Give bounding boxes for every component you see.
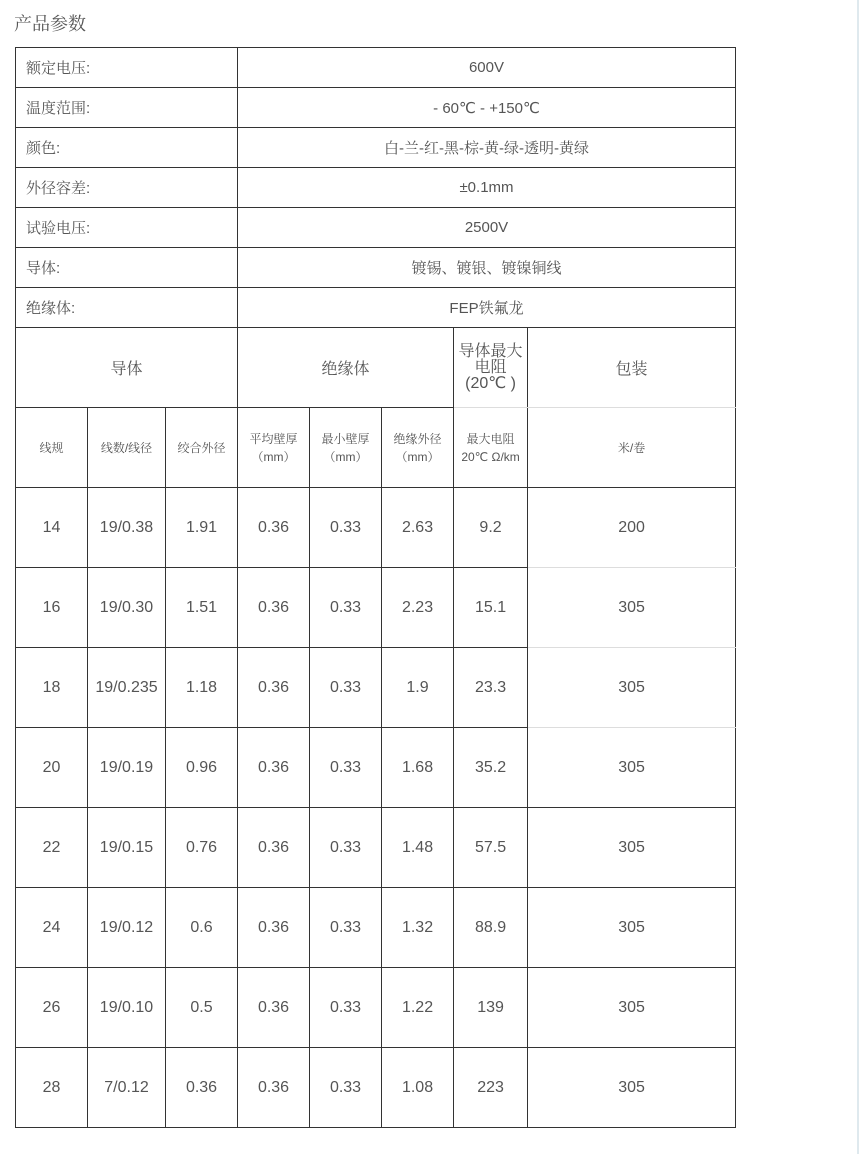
spec-row <box>16 48 736 88</box>
table-row <box>16 568 736 648</box>
sub-header-min-wall: 最小壁厚（mm） <box>310 408 382 488</box>
sub-header-stranded-od: 绞合外径 <box>166 408 238 488</box>
spec-value: - 60℃ - +150℃ <box>238 88 736 128</box>
spec-label: 试验电压: <box>16 208 238 248</box>
cell-strands: 19/0.235 <box>88 648 166 728</box>
spec-row <box>16 248 736 288</box>
cell-max-resistance: 9.2 <box>454 488 528 568</box>
cell-meters-per-roll: 305 <box>528 808 736 888</box>
cell-meters-per-roll: 305 <box>528 1048 736 1128</box>
cell-meters-per-roll: 305 <box>528 568 736 648</box>
cell-strands: 19/0.12 <box>88 888 166 968</box>
cell-stranded-od: 0.6 <box>166 888 238 968</box>
cell-insulation-od: 1.22 <box>382 968 454 1048</box>
cell-meters-per-roll: 305 <box>528 888 736 968</box>
table-row <box>16 968 736 1048</box>
group-header-resistance: 导体最大电阻(20℃ ) <box>454 328 528 408</box>
cell-avg-wall: 0.36 <box>238 728 310 808</box>
cell-min-wall: 0.33 <box>310 808 382 888</box>
page-right-border <box>857 0 859 1154</box>
sub-header-meters-per-roll: 米/卷 <box>528 408 736 488</box>
cell-gauge: 22 <box>16 808 88 888</box>
spec-row <box>16 208 736 248</box>
group-header-row <box>16 328 736 408</box>
cell-stranded-od: 0.96 <box>166 728 238 808</box>
sub-header-max-resistance: 最大电阻20℃ Ω/km <box>454 408 528 488</box>
cell-min-wall: 0.33 <box>310 888 382 968</box>
cell-insulation-od: 2.23 <box>382 568 454 648</box>
cell-min-wall: 0.33 <box>310 728 382 808</box>
cell-strands: 7/0.12 <box>88 1048 166 1128</box>
table-row <box>16 888 736 968</box>
table-row <box>16 488 736 568</box>
cell-min-wall: 0.33 <box>310 648 382 728</box>
cell-avg-wall: 0.36 <box>238 1048 310 1128</box>
cell-avg-wall: 0.36 <box>238 808 310 888</box>
cell-insulation-od: 1.08 <box>382 1048 454 1128</box>
spec-row <box>16 88 736 128</box>
cell-strands: 19/0.10 <box>88 968 166 1048</box>
spec-row <box>16 288 736 328</box>
sub-header-strands: 线数/线径 <box>88 408 166 488</box>
cell-gauge: 14 <box>16 488 88 568</box>
cell-max-resistance: 88.9 <box>454 888 528 968</box>
sub-header-insulation-od: 绝缘外径（mm） <box>382 408 454 488</box>
cell-stranded-od: 1.51 <box>166 568 238 648</box>
cell-gauge: 24 <box>16 888 88 968</box>
cell-avg-wall: 0.36 <box>238 888 310 968</box>
spec-label: 颜色: <box>16 128 238 168</box>
cell-min-wall: 0.33 <box>310 968 382 1048</box>
cell-gauge: 28 <box>16 1048 88 1128</box>
spec-value: 2500V <box>238 208 736 248</box>
cell-stranded-od: 1.18 <box>166 648 238 728</box>
spec-label: 外径容差: <box>16 168 238 208</box>
table-row <box>16 808 736 888</box>
group-header-conductor: 导体 <box>16 328 238 408</box>
wire-spec-table <box>15 327 736 1128</box>
page-title: 产品参数 <box>14 14 86 34</box>
spec-table <box>15 47 736 328</box>
sub-header-gauge: 线规 <box>16 408 88 488</box>
cell-gauge: 20 <box>16 728 88 808</box>
sub-header-row <box>16 408 736 488</box>
cell-min-wall: 0.33 <box>310 488 382 568</box>
spec-value: FEP铁氟龙 <box>238 288 736 328</box>
spec-row <box>16 128 736 168</box>
cell-strands: 19/0.38 <box>88 488 166 568</box>
cell-avg-wall: 0.36 <box>238 968 310 1048</box>
table-row <box>16 728 736 808</box>
cell-insulation-od: 1.68 <box>382 728 454 808</box>
cell-strands: 19/0.30 <box>88 568 166 648</box>
cell-avg-wall: 0.36 <box>238 648 310 728</box>
cell-max-resistance: 15.1 <box>454 568 528 648</box>
spec-value: 白-兰-红-黑-棕-黄-绿-透明-黄绿 <box>238 128 736 168</box>
cell-insulation-od: 1.32 <box>382 888 454 968</box>
cell-insulation-od: 1.48 <box>382 808 454 888</box>
cell-gauge: 16 <box>16 568 88 648</box>
cell-stranded-od: 0.36 <box>166 1048 238 1128</box>
cell-meters-per-roll: 305 <box>528 728 736 808</box>
table-row <box>16 1048 736 1128</box>
cell-stranded-od: 0.5 <box>166 968 238 1048</box>
cell-meters-per-roll: 200 <box>528 488 736 568</box>
cell-stranded-od: 0.76 <box>166 808 238 888</box>
cell-gauge: 26 <box>16 968 88 1048</box>
cell-avg-wall: 0.36 <box>238 568 310 648</box>
cell-strands: 19/0.19 <box>88 728 166 808</box>
spec-label: 绝缘体: <box>16 288 238 328</box>
group-header-packaging: 包装 <box>528 328 736 408</box>
table-row <box>16 648 736 728</box>
cell-max-resistance: 223 <box>454 1048 528 1128</box>
group-header-insulation: 绝缘体 <box>238 328 454 408</box>
cell-min-wall: 0.33 <box>310 568 382 648</box>
cell-stranded-od: 1.91 <box>166 488 238 568</box>
sub-header-avg-wall: 平均壁厚（mm） <box>238 408 310 488</box>
cell-insulation-od: 1.9 <box>382 648 454 728</box>
cell-max-resistance: 23.3 <box>454 648 528 728</box>
spec-label: 导体: <box>16 248 238 288</box>
spec-row <box>16 168 736 208</box>
spec-value: 600V <box>238 48 736 88</box>
cell-max-resistance: 139 <box>454 968 528 1048</box>
spec-label: 温度范围: <box>16 88 238 128</box>
spec-value: ±0.1mm <box>238 168 736 208</box>
cell-strands: 19/0.15 <box>88 808 166 888</box>
spec-label: 额定电压: <box>16 48 238 88</box>
cell-gauge: 18 <box>16 648 88 728</box>
cell-meters-per-roll: 305 <box>528 968 736 1048</box>
cell-max-resistance: 35.2 <box>454 728 528 808</box>
cell-insulation-od: 2.63 <box>382 488 454 568</box>
cell-max-resistance: 57.5 <box>454 808 528 888</box>
spec-value: 镀锡、镀银、镀镍铜线 <box>238 248 736 288</box>
cell-meters-per-roll: 305 <box>528 648 736 728</box>
cell-avg-wall: 0.36 <box>238 488 310 568</box>
cell-min-wall: 0.33 <box>310 1048 382 1128</box>
